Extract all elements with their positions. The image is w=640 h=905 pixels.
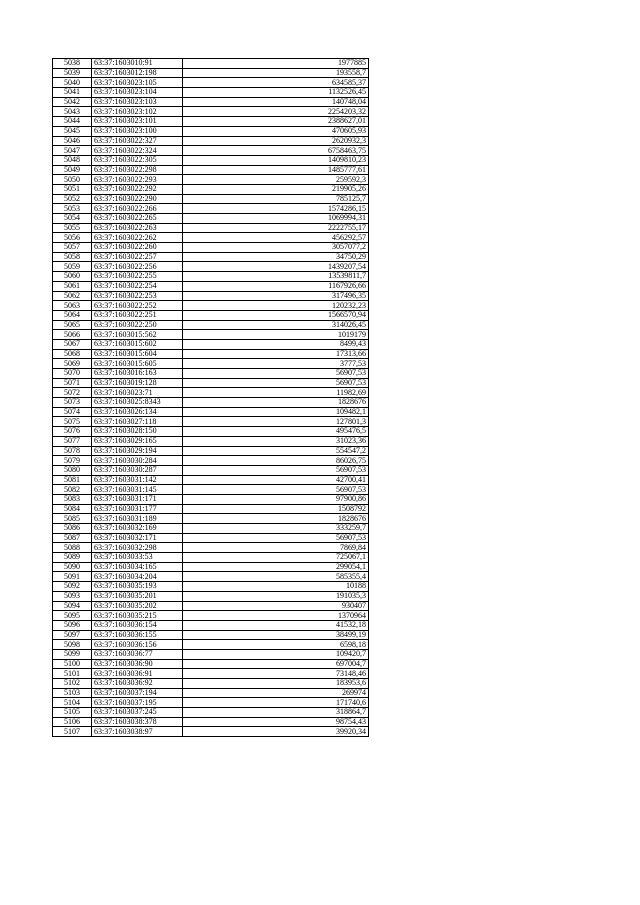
value-cell: 109420,7 [183,649,369,659]
value-cell: 183953,6 [183,679,369,689]
cadastral-number-cell: 63:37:1603037:194 [92,688,183,698]
row-number-cell: 5066 [53,330,92,340]
cadastral-number-cell: 63:37:1603030:287 [92,465,183,475]
value-cell: 269974 [183,688,369,698]
table-row [53,465,369,475]
row-number-cell: 5065 [53,320,92,330]
cadastral-number-cell: 63:37:1603022:253 [92,291,183,301]
value-cell: 259592,3 [183,175,369,185]
value-cell: 554547,2 [183,446,369,456]
value-cell: 2222755,17 [183,223,369,233]
row-number-cell: 5047 [53,146,92,156]
cadastral-number-cell: 63:37:1603022:256 [92,262,183,272]
table-row [53,591,369,601]
value-cell: 318864,7 [183,708,369,718]
row-number-cell: 5096 [53,620,92,630]
table-row [53,504,369,514]
value-cell: 3777,53 [183,359,369,369]
value-cell: 1019179 [183,330,369,340]
table-row [53,88,369,98]
value-cell: 930407 [183,601,369,611]
row-number-cell: 5087 [53,533,92,543]
cadastral-number-cell: 63:37:1603022:254 [92,281,183,291]
row-number-cell: 5092 [53,582,92,592]
cadastral-number-cell: 63:37:1603036:154 [92,620,183,630]
cadastral-number-cell: 63:37:1603022:265 [92,214,183,224]
cadastral-number-cell: 63:37:1603015:604 [92,349,183,359]
table-row [53,320,369,330]
cadastral-number-cell: 63:37:1603022:262 [92,233,183,243]
cadastral-number-cell: 63:37:1603022:305 [92,155,183,165]
table-row [53,223,369,233]
table-row [53,475,369,485]
cadastral-number-cell: 63:37:1603033:53 [92,553,183,563]
table-row [53,543,369,553]
row-number-cell: 5040 [53,78,92,88]
cadastral-number-cell: 63:37:1603037:245 [92,708,183,718]
cadastral-number-cell: 63:37:1603022:298 [92,165,183,175]
row-number-cell: 5068 [53,349,92,359]
value-cell: 1977885 [183,59,369,69]
value-cell: 127801,3 [183,417,369,427]
value-cell: 56907,53 [183,485,369,495]
cadastral-number-cell: 63:37:1603023:102 [92,107,183,117]
cadastral-number-cell: 63:37:1603022:260 [92,243,183,253]
cadastral-number-cell: 63:37:1603019:128 [92,378,183,388]
row-number-cell: 5059 [53,262,92,272]
row-number-cell: 5091 [53,572,92,582]
value-cell: 7869,84 [183,543,369,553]
row-number-cell: 5055 [53,223,92,233]
cadastral-number-cell: 63:37:1603022:292 [92,184,183,194]
table-row [53,136,369,146]
value-cell: 1828676 [183,398,369,408]
row-number-cell: 5102 [53,679,92,689]
table-row [53,194,369,204]
row-number-cell: 5064 [53,310,92,320]
cadastral-number-cell: 63:37:1603035:215 [92,611,183,621]
cadastral-number-cell: 63:37:1603023:103 [92,97,183,107]
cadastral-number-cell: 63:37:1603023:101 [92,117,183,127]
value-cell: 219905,26 [183,184,369,194]
row-number-cell: 5050 [53,175,92,185]
value-cell: 1409810,23 [183,155,369,165]
table-row [53,175,369,185]
value-cell: 193558,7 [183,68,369,78]
row-number-cell: 5107 [53,727,92,737]
data-table [52,58,369,737]
row-number-cell: 5043 [53,107,92,117]
table-row [53,252,369,262]
table-row [53,339,369,349]
cadastral-number-cell: 63:37:1603036:90 [92,659,183,669]
cadastral-number-cell: 63:37:1603022:255 [92,272,183,282]
cadastral-number-cell: 63:37:1603023:100 [92,126,183,136]
value-cell: 31023,36 [183,436,369,446]
value-cell: 39920,34 [183,727,369,737]
row-number-cell: 5045 [53,126,92,136]
value-cell: 34750,29 [183,252,369,262]
row-number-cell: 5078 [53,446,92,456]
value-cell: 1508792 [183,504,369,514]
table-row [53,107,369,117]
value-cell: 191035,3 [183,591,369,601]
value-cell: 1069994,31 [183,214,369,224]
cadastral-number-cell: 63:37:1603032:169 [92,524,183,534]
row-number-cell: 5089 [53,553,92,563]
row-number-cell: 5046 [53,136,92,146]
cadastral-number-cell: 63:37:1603038:97 [92,727,183,737]
cadastral-number-cell: 63:37:1603035:201 [92,591,183,601]
table-row [53,679,369,689]
row-number-cell: 5073 [53,398,92,408]
table-row [53,155,369,165]
table-row [53,514,369,524]
table-row [53,533,369,543]
cadastral-number-cell: 63:37:1603023:105 [92,78,183,88]
cadastral-number-cell: 63:37:1603036:155 [92,630,183,640]
value-cell: 56907,53 [183,465,369,475]
table-row [53,165,369,175]
value-cell: 56907,53 [183,378,369,388]
table-row [53,184,369,194]
row-number-cell: 5086 [53,524,92,534]
cadastral-number-cell: 63:37:1603022:251 [92,310,183,320]
value-cell: 73148,46 [183,669,369,679]
cadastral-number-cell: 63:37:1603022:266 [92,204,183,214]
row-number-cell: 5079 [53,456,92,466]
row-number-cell: 5098 [53,640,92,650]
cadastral-number-cell: 63:37:1603031:171 [92,494,183,504]
row-number-cell: 5084 [53,504,92,514]
cadastral-number-cell: 63:37:1603027:118 [92,417,183,427]
table-row [53,407,369,417]
value-cell: 585355,4 [183,572,369,582]
value-cell: 1574286,15 [183,204,369,214]
row-number-cell: 5105 [53,708,92,718]
cadastral-number-cell: 63:37:1603031:145 [92,485,183,495]
cadastral-number-cell: 63:37:1603022:324 [92,146,183,156]
table-row [53,310,369,320]
value-cell: 333259,7 [183,524,369,534]
row-number-cell: 5067 [53,339,92,349]
cadastral-number-cell: 63:37:1603010:91 [92,59,183,69]
cadastral-number-cell: 63:37:1603032:298 [92,543,183,553]
row-number-cell: 5094 [53,601,92,611]
cadastral-number-cell: 63:37:1603016:163 [92,369,183,379]
row-number-cell: 5056 [53,233,92,243]
row-number-cell: 5041 [53,88,92,98]
cadastral-number-cell: 63:37:1603022:327 [92,136,183,146]
row-number-cell: 5106 [53,717,92,727]
value-cell: 1132526,45 [183,88,369,98]
row-number-cell: 5070 [53,369,92,379]
table-row [53,214,369,224]
table-row [53,659,369,669]
table-row [53,446,369,456]
table-row [53,369,369,379]
table-row [53,59,369,69]
table-row [53,243,369,253]
row-number-cell: 5042 [53,97,92,107]
table-row [53,301,369,311]
cadastral-number-cell: 63:37:1603029:194 [92,446,183,456]
value-cell: 41532,18 [183,620,369,630]
value-cell: 1566570,94 [183,310,369,320]
value-cell: 11982,69 [183,388,369,398]
value-cell: 56907,53 [183,533,369,543]
table-row [53,291,369,301]
row-number-cell: 5054 [53,214,92,224]
value-cell: 97900,86 [183,494,369,504]
table-row [53,78,369,88]
table-row [53,204,369,214]
value-cell: 1828676 [183,514,369,524]
value-cell: 8499,43 [183,339,369,349]
value-cell: 109482,1 [183,407,369,417]
table-row [53,126,369,136]
cadastral-number-cell: 63:37:1603012:198 [92,68,183,78]
cadastral-number-cell: 63:37:1603022:263 [92,223,183,233]
row-number-cell: 5095 [53,611,92,621]
value-cell: 634585,37 [183,78,369,88]
cadastral-number-cell: 63:37:1603036:92 [92,679,183,689]
value-cell: 456292,57 [183,233,369,243]
cadastral-number-cell: 63:37:1603023:104 [92,88,183,98]
row-number-cell: 5100 [53,659,92,669]
row-number-cell: 5049 [53,165,92,175]
row-number-cell: 5076 [53,427,92,437]
table-row [53,688,369,698]
table-row [53,436,369,446]
cadastral-number-cell: 63:37:1603022:293 [92,175,183,185]
row-number-cell: 5085 [53,514,92,524]
table-row [53,330,369,340]
cadastral-number-cell: 63:37:1603036:91 [92,669,183,679]
table-row [53,601,369,611]
value-cell: 495476,5 [183,427,369,437]
cadastral-number-cell: 63:37:1603036:156 [92,640,183,650]
cadastral-number-cell: 63:37:1603015:602 [92,339,183,349]
row-number-cell: 5069 [53,359,92,369]
table-row [53,630,369,640]
row-number-cell: 5075 [53,417,92,427]
row-number-cell: 5053 [53,204,92,214]
row-number-cell: 5104 [53,698,92,708]
value-cell: 17313,66 [183,349,369,359]
value-cell: 697004,7 [183,659,369,669]
cadastral-number-cell: 63:37:1603028:150 [92,427,183,437]
value-cell: 56907,53 [183,369,369,379]
value-cell: 10188 [183,582,369,592]
table-row [53,388,369,398]
value-cell: 140748,04 [183,97,369,107]
row-number-cell: 5072 [53,388,92,398]
cadastral-number-cell: 63:37:1603032:171 [92,533,183,543]
table-row [53,68,369,78]
row-number-cell: 5061 [53,281,92,291]
table-row [53,456,369,466]
cadastral-number-cell: 63:37:1603031:189 [92,514,183,524]
value-cell: 314026,45 [183,320,369,330]
row-number-cell: 5048 [53,155,92,165]
table-row [53,611,369,621]
cadastral-number-cell: 63:37:1603022:252 [92,301,183,311]
value-cell: 299054,1 [183,562,369,572]
value-cell: 1439207,54 [183,262,369,272]
row-number-cell: 5082 [53,485,92,495]
cadastral-number-cell: 63:37:1603031:142 [92,475,183,485]
table-row [53,427,369,437]
row-number-cell: 5093 [53,591,92,601]
table-row [53,708,369,718]
table-row [53,417,369,427]
cadastral-number-cell: 63:37:1603031:177 [92,504,183,514]
cadastral-number-cell: 63:37:1603037:195 [92,698,183,708]
value-cell: 3057077,2 [183,243,369,253]
row-number-cell: 5103 [53,688,92,698]
value-cell: 86026,75 [183,456,369,466]
row-number-cell: 5099 [53,649,92,659]
table-row [53,233,369,243]
table-row [53,349,369,359]
cadastral-number-cell: 63:37:1603026:134 [92,407,183,417]
row-number-cell: 5044 [53,117,92,127]
cadastral-number-cell: 63:37:1603035:193 [92,582,183,592]
row-number-cell: 5039 [53,68,92,78]
row-number-cell: 5063 [53,301,92,311]
table-row [53,524,369,534]
value-cell: 13539811,7 [183,272,369,282]
cadastral-number-cell: 63:37:1603035:202 [92,601,183,611]
cadastral-number-cell: 63:37:1603034:204 [92,572,183,582]
table-row [53,620,369,630]
cadastral-number-cell: 63:37:1603036:77 [92,649,183,659]
value-cell: 2620932,3 [183,136,369,146]
table-row [53,146,369,156]
row-number-cell: 5077 [53,436,92,446]
row-number-cell: 5062 [53,291,92,301]
row-number-cell: 5080 [53,465,92,475]
value-cell: 42700,41 [183,475,369,485]
table-body [53,59,369,737]
table-row [53,562,369,572]
table-row [53,378,369,388]
value-cell: 1485777,61 [183,165,369,175]
row-number-cell: 5074 [53,407,92,417]
cadastral-number-cell: 63:37:1603030:284 [92,456,183,466]
value-cell: 98754,43 [183,717,369,727]
table-row [53,553,369,563]
cadastral-number-cell: 63:37:1603022:257 [92,252,183,262]
cadastral-number-cell: 63:37:1603034:165 [92,562,183,572]
table-row [53,727,369,737]
row-number-cell: 5090 [53,562,92,572]
table-row [53,485,369,495]
cadastral-number-cell: 63:37:1603038:378 [92,717,183,727]
table-row [53,494,369,504]
row-number-cell: 5052 [53,194,92,204]
row-number-cell: 5038 [53,59,92,69]
row-number-cell: 5060 [53,272,92,282]
table-row [53,398,369,408]
value-cell: 317496,35 [183,291,369,301]
table-row [53,669,369,679]
row-number-cell: 5058 [53,252,92,262]
value-cell: 171740,6 [183,698,369,708]
row-number-cell: 5071 [53,378,92,388]
table-row [53,262,369,272]
table-row [53,582,369,592]
cadastral-number-cell: 63:37:1603022:250 [92,320,183,330]
cadastral-number-cell: 63:37:1603015:562 [92,330,183,340]
value-cell: 2388627,01 [183,117,369,127]
cadastral-number-cell: 63:37:1603025:8343 [92,398,183,408]
value-cell: 725067,1 [183,553,369,563]
table-row [53,572,369,582]
row-number-cell: 5097 [53,630,92,640]
table-row [53,640,369,650]
value-cell: 6598,18 [183,640,369,650]
row-number-cell: 5083 [53,494,92,504]
row-number-cell: 5081 [53,475,92,485]
table-row [53,359,369,369]
value-cell: 6758463,75 [183,146,369,156]
value-cell: 785125,7 [183,194,369,204]
cadastral-number-cell: 63:37:1603023:71 [92,388,183,398]
cadastral-number-cell: 63:37:1603022:290 [92,194,183,204]
table-row [53,649,369,659]
value-cell: 470605,93 [183,126,369,136]
table-row [53,272,369,282]
value-cell: 120232,23 [183,301,369,311]
row-number-cell: 5057 [53,243,92,253]
value-cell: 1370964 [183,611,369,621]
table-row [53,281,369,291]
row-number-cell: 5101 [53,669,92,679]
table-row [53,97,369,107]
value-cell: 2254203,32 [183,107,369,117]
row-number-cell: 5088 [53,543,92,553]
cadastral-number-cell: 63:37:1603015:605 [92,359,183,369]
cadastral-number-cell: 63:37:1603029:165 [92,436,183,446]
row-number-cell: 5051 [53,184,92,194]
table-row [53,717,369,727]
value-cell: 38499,19 [183,630,369,640]
table-row [53,698,369,708]
value-cell: 1167926,66 [183,281,369,291]
table-row [53,117,369,127]
